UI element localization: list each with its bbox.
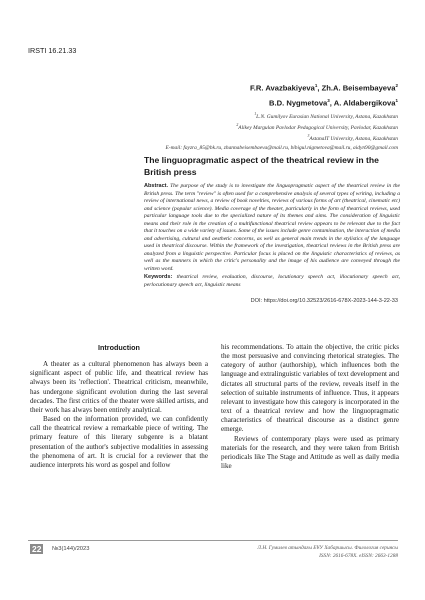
author-name: , A. Aldabergikova xyxy=(329,98,396,108)
journal-issn: ISSN: 2616-678X. eISSN: 2663-1288 xyxy=(319,552,398,559)
author-name: , Zh.A. Beisembayeva xyxy=(317,83,396,93)
body-paragraph: A theater as a cultural phenomenon has always been a significant aspect of public life, and theatrical review has always been its 'reflection'. Theatrical criticism, meanwhile, has undergone significant evolution during the last several decades. The first critics of the theater were skilled artists, and their work has always been entirely analytical. xyxy=(30,360,208,414)
author-name: B.D. Nygmetova xyxy=(269,98,328,108)
author-block xyxy=(98,80,398,152)
doi-link[interactable]: DOI: https://doi.org/10.32523/2616-678X-2023-144-3-22-33 xyxy=(250,298,398,304)
abstract-block xyxy=(144,183,400,289)
affiliation: $^1$L.N. Gumilyov Eurasian National University, Astana, Kazakhstan xyxy=(254,112,398,120)
author-name: F.R. Avazbakiyeva xyxy=(250,83,315,93)
issue-number: №3(144)/2023 xyxy=(52,546,90,552)
article-title: The linguopragmatic aspect of the theatrical review in the British press xyxy=(144,155,379,177)
irsti-code: IRSTI 16.21.33 xyxy=(28,46,77,55)
section-heading: Introduction xyxy=(98,343,140,352)
body-paragraph: his recommendations. To attain the objective, the critic picks the most persuasive and convincing rhetorical strategies. The category of author (authorship), which influences both the language and extralinguistic variables of text development and dictates all structural parts of the review, reveals itself in the selection of suitable instruments of influence. Thus, it appears relevant to investigate how this category is incorporated in the text of a theatrical review and how the linguopragmatic characteristics of theatrical discourse as a distinct genre emerge. xyxy=(221,343,399,434)
body-column-left xyxy=(30,343,208,470)
author-emails: E-mail: fayzra_85@bk.ru, zhannabeisembaeva@mail.ru, bibigul.nigmetova@mail.ru, aidyn90@gmail.com xyxy=(165,144,398,151)
page-number: 22 xyxy=(32,544,42,554)
body-paragraph: Reviews of contemporary plays were used as primary materials for the research, and they were taken from British periodicals like The Stage and Attitude as well as daily media like xyxy=(221,434,399,471)
journal-name: Л.Н. Гумилев атындағы ЕҰУ Хабаршысы. Филология сериясы xyxy=(257,545,398,551)
abstract-label: Abstract. xyxy=(144,183,169,189)
affiliation: $^3$AstanaIT University, Astana, Kazakhstan xyxy=(307,134,398,143)
abstract-text: The purpose of the study is to investigate the linguopragmatic aspect of the theatrical review in the British press. The term "review" is often used for a comprehensive analysis of several types of writing, including a review of international news, a review of book novelties, reviews of various forms of art (theatrical, cinematic etc) and science (popular science). Media coverage of the theater, particularly in the form of theatrical reviews, used particular language tools due to the specialized nature of its themes and aims. The consideration of linguistic means and their role in the creation of a multifunctional theatrical review appears to be relevant due to the fact that it touches on a wide variety of issues. Some of the issues include genre contamination, the interaction of media and advertising, cultural and aesthetic concerns, as well as general main trends in the stylistics of the language used in theatrical discourse. Within the framework of the investigation, theatrical reviews in the British press are analyzed from a linguistic perspective. Particular focus is placed on the linguistic characteristics of reviews, as well as the manners in which the critic's personality and the image of his audience are conveyed through the written word. xyxy=(144,183,400,273)
affiliation: $^2$Alikey Margulan Pavlodar Pedagogical University, Pavlodar, Kazakhstan xyxy=(236,123,398,132)
keywords-label: Keywords: xyxy=(144,274,173,281)
footer-divider xyxy=(28,540,398,541)
body-column-right xyxy=(221,343,399,471)
author-names: F.R. Avazbakiyeva$^1$, Zh.A. Beisembayeva$^2$ B.D. Nygmetova$^3$, A. Aldabergikova$^1$ xyxy=(250,83,398,108)
keywords-text: theatrical review, evaluation, discourse, locutionary speech act, illocutionary speech act, perlocutionary speech act, linguistic means xyxy=(144,274,400,288)
journal-info xyxy=(257,545,398,560)
body-paragraph: Based on the information provided, we can confidently call the theatrical review a remarkable piece of writing. The primary feature of this literary subgenre is a blatant presentation of the author's subjective modalities in assessing the phenomena of art. It is crucial for a reviewer that the audience interprets his word as gospel and follow xyxy=(30,415,208,469)
